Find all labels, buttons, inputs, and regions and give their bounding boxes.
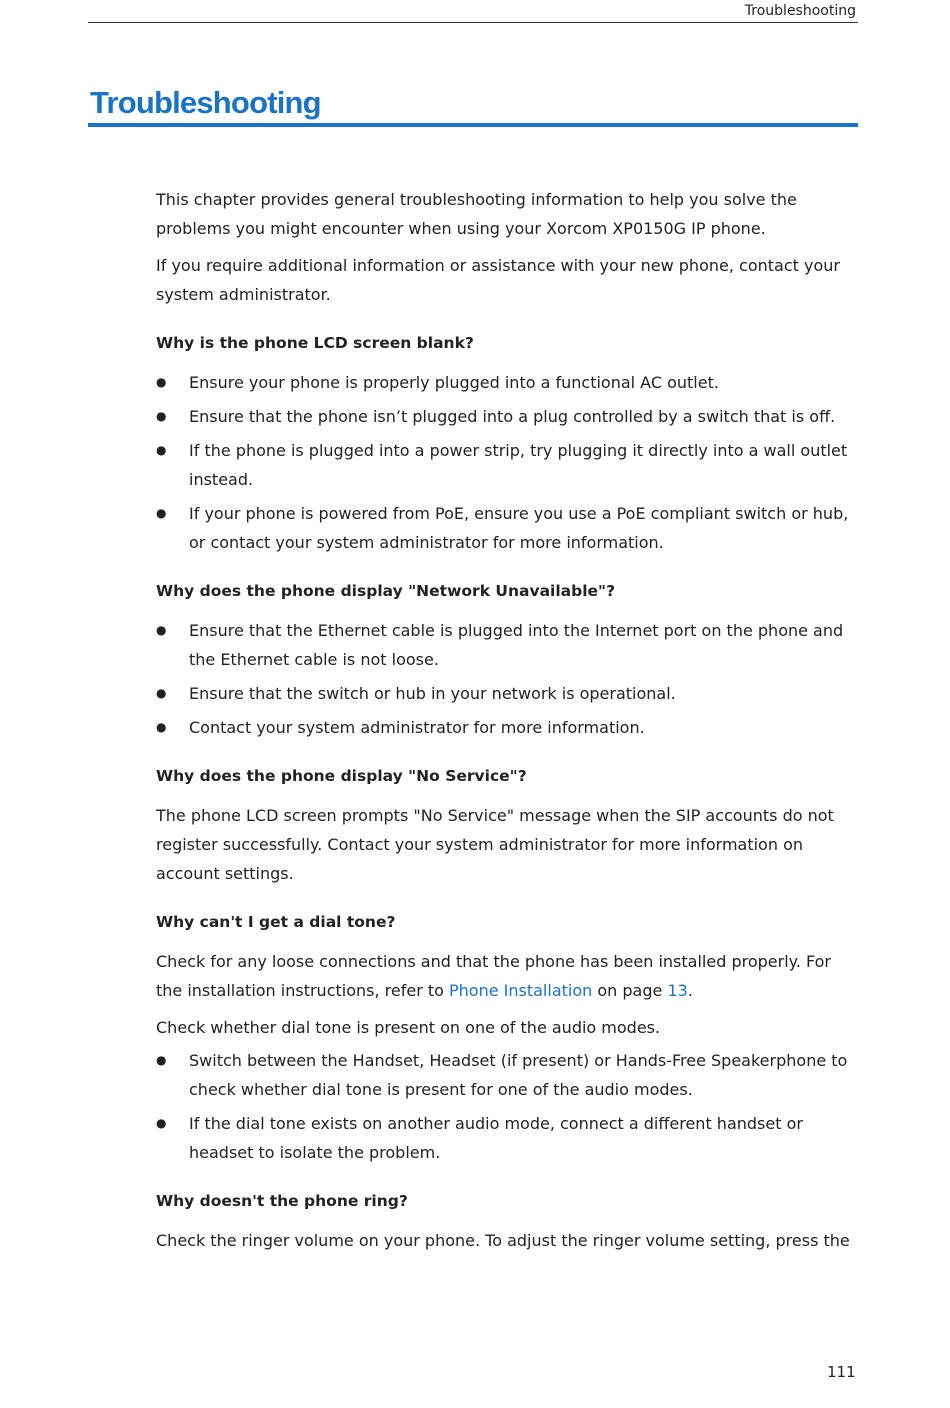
section-heading: Why does the phone display "No Service"? [156,767,527,785]
bullet-icon: ● [156,506,167,520]
list-item-text: Ensure that the switch or hub in your network is operational. [189,684,676,703]
intro-paragraph: If you require additional information or assistance with your new phone, contact your system administrator. [156,256,840,304]
bullet-icon: ● [156,409,167,423]
content [156,185,856,1263]
section-paragraph: The phone LCD screen prompts "No Service" message when the SIP accounts do not register successfully. Contact your system administrator for more information on account settings. [156,806,834,883]
list-item [156,436,856,494]
bullet-list [156,1046,856,1167]
bullet-list [156,368,856,557]
page-reference-link[interactable]: 13 [667,981,688,1000]
bullet-icon: ● [156,1116,167,1130]
bullet-list [156,616,856,742]
list-item-text: Contact your system administrator for more information. [189,718,645,737]
intro-paragraph: This chapter provides general troubleshooting information to help you solve the problems you might encounter when using your Xorcom XP0150G IP phone. [156,190,797,238]
section-paragraph: Check whether dial tone is present on one of the audio modes. [156,1018,661,1037]
running-header-title: Troubleshooting [744,3,856,19]
bullet-icon: ● [156,443,167,457]
section-heading: Why can't I get a dial tone? [156,913,396,931]
bullet-icon: ● [156,375,167,389]
list-item-text: If your phone is powered from PoE, ensure you use a PoE compliant switch or hub, or contact your system administrator for more information. [189,504,849,552]
list-item [156,1109,856,1167]
paragraph-text: . [687,981,693,1000]
chapter-title-text: Troubleshooting [90,85,321,120]
section-paragraph [156,947,856,1005]
list-item-text: If the dial tone exists on another audio mode, connect a different handset or headset to isolate the problem. [189,1114,803,1162]
list-item [156,679,856,708]
bullet-icon: ● [156,686,167,700]
paragraph-text: Check for any loose connections and that the phone has been installed properly. For the installation instructions, refer to [156,952,831,1000]
list-item-text: Ensure that the phone isn’t plugged into a plug controlled by a switch that is off. [189,407,836,426]
page-number: 111 [827,1363,856,1381]
paragraph-text: on page [592,981,668,1000]
list-item-text: Ensure that the Ethernet cable is plugged into the Internet port on the phone and the Ethernet cable is not loose. [189,621,844,669]
list-item [156,1046,856,1104]
section-heading: Why does the phone display "Network Unavailable"? [156,582,616,600]
bullet-icon: ● [156,623,167,637]
running-header [88,0,858,23]
bullet-icon: ● [156,1053,167,1067]
section-heading: Why is the phone LCD screen blank? [156,334,474,352]
bullet-icon: ● [156,720,167,734]
list-item [156,499,856,557]
list-item-text: Ensure your phone is properly plugged into a functional AC outlet. [189,373,719,392]
section-paragraph: Check the ringer volume on your phone. To adjust the ringer volume setting, press the [156,1231,850,1250]
list-item [156,713,856,742]
section-heading: Why doesn't the phone ring? [156,1192,408,1210]
phone-installation-link[interactable]: Phone Installation [449,981,593,1000]
list-item [156,402,856,431]
list-item [156,616,856,674]
chapter-title [88,83,858,127]
list-item [156,368,856,397]
list-item-text: If the phone is plugged into a power strip, try plugging it directly into a wall outlet instead. [189,441,848,489]
list-item-text: Switch between the Handset, Headset (if present) or Hands-Free Speakerphone to check whether dial tone is present for one of the audio modes. [189,1051,848,1099]
